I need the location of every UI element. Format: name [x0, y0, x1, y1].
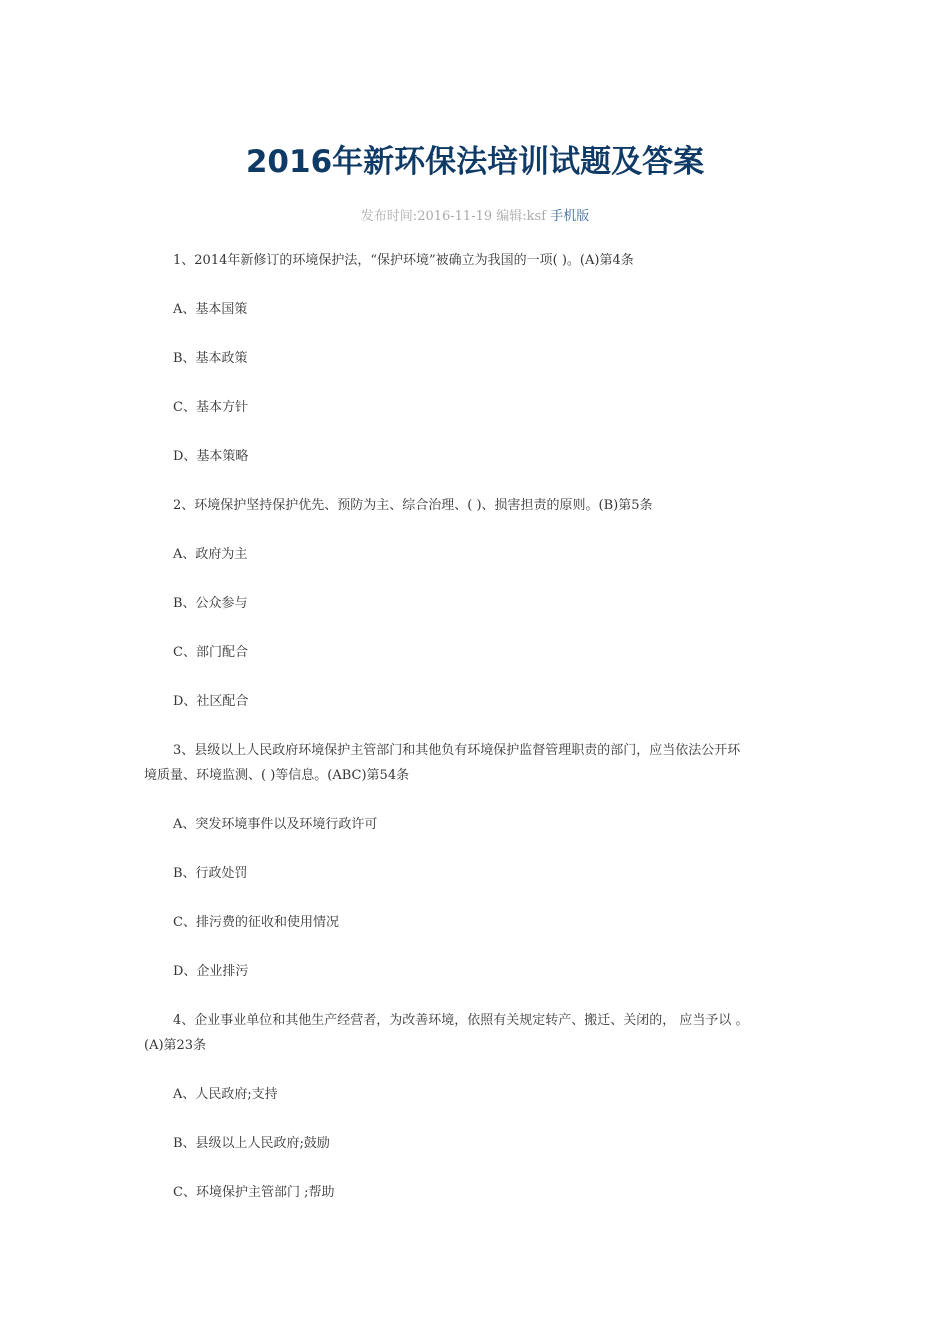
question-4-text-continued: (A)第23条: [144, 1038, 207, 1053]
article-meta: [0, 207, 950, 227]
publish-date: 2016-11-19: [417, 209, 493, 224]
question-4-text: 4、企业事业单位和其他生产经营者，为改善环境，依照有关规定转产、搬迁、关闭的， 应当予以 。: [173, 1013, 749, 1028]
question-2-text: 2、环境保护坚持保护优先、预防为主、综合治理、( )、损害担责的原则。(B)第5条: [173, 498, 653, 513]
mobile-version-link[interactable]: 手机版: [550, 209, 590, 224]
question-3-option-c: C、排污费的征收和使用情况: [173, 915, 339, 930]
question-1-option-b: B、基本政策: [173, 351, 248, 366]
editor-name: ksf: [526, 209, 547, 224]
question-1-option-d: D、基本策略: [173, 449, 249, 464]
article-title: 2016年新环保法培训试题及答案: [245, 144, 705, 180]
editor-label: 编辑:: [496, 209, 527, 224]
question-4-option-b: B、县级以上人民政府;鼓励: [173, 1136, 330, 1151]
question-3-option-a: A、突发环境事件以及环境行政许可: [173, 817, 378, 832]
question-1-text: 1、2014年新修订的环境保护法，“保护环境”被确立为我国的一项( )。(A)第4条: [173, 253, 634, 268]
question-3-text-continued: 境质量、环境监测、( )等信息。(ABC)第54条: [144, 768, 410, 783]
question-2-option-c: C、部门配合: [173, 645, 248, 660]
publish-time-label: 发布时间:: [360, 209, 418, 224]
question-2-option-a: A、政府为主: [173, 547, 248, 562]
question-4-option-a: A、人民政府;支持: [173, 1087, 278, 1102]
question-3-option-d: D、企业排污: [173, 964, 249, 979]
question-2-option-d: D、社区配合: [173, 694, 249, 709]
question-1-option-c: C、基本方针: [173, 400, 248, 415]
question-2-option-b: B、公众参与: [173, 596, 248, 611]
question-3-text: 3、县级以上人民政府环境保护主管部门和其他负有环境保护监督管理职责的部门，应当依法公开环: [173, 743, 741, 758]
question-3-option-b: B、行政处罚: [173, 866, 248, 881]
question-4-option-c: C、环境保护主管部门 ;帮助: [173, 1185, 335, 1200]
question-1-option-a: A、基本国策: [173, 302, 248, 317]
